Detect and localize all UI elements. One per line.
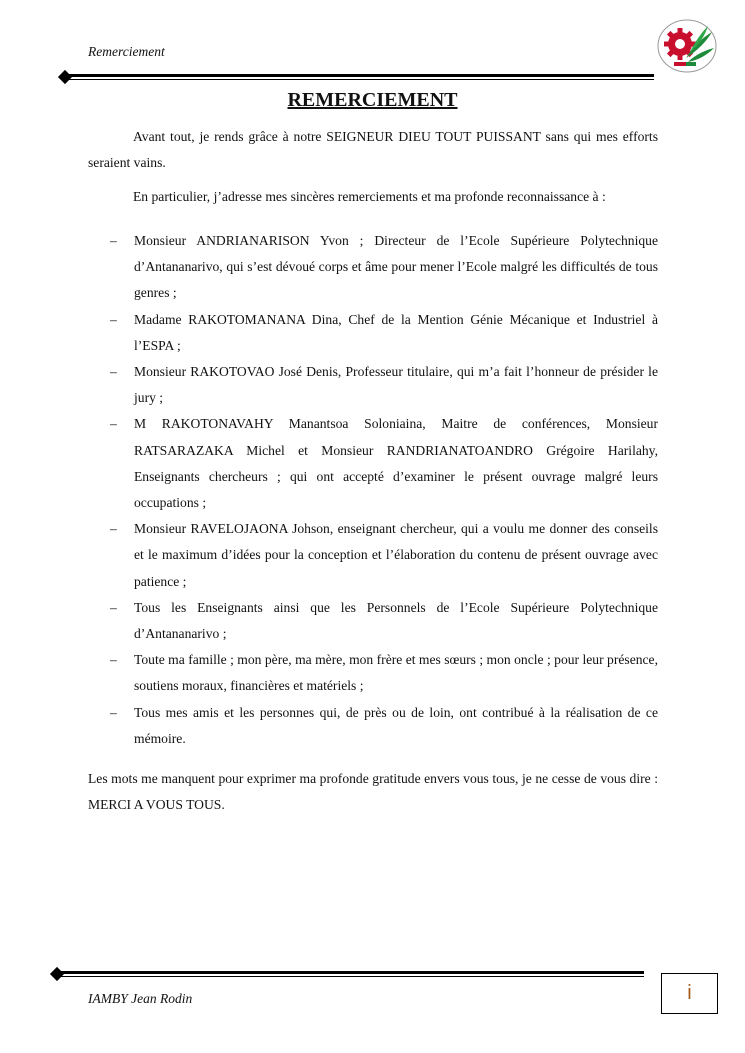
espa-gear-logo-icon <box>656 18 718 74</box>
intro-paragraph: Avant tout, je rends grâce à notre SEIGNEUR DIEU TOUT PUISSANT sans qui mes efforts seraient vains. <box>88 129 658 170</box>
list-item: – Monsieur RAKOTOVAO José Denis, Professeur titulaire, qui m’a fait l’honneur de présider le jury ; <box>110 364 658 406</box>
page-title: REMERCIEMENT <box>287 89 458 111</box>
closing-paragraph: Les mots me manquent pour exprimer ma profonde gratitude envers vous tous, je ne cesse de vous dire : MERCI A VOUS TOUS. <box>88 771 658 812</box>
page-number: i <box>661 973 718 1014</box>
footer-author: IAMBY Jean Rodin <box>88 991 193 1006</box>
intro-paragraph-2: En particulier, j’adresse mes sincères remerciements et ma profonde reconnaissance à : <box>133 189 606 204</box>
list-item: – M RAKOTONAVAHY Manantsoa Soloniaina, Maitre de conférences, Monsieur RATSARAZAKA Michel et Monsieur RANDRIANATOANDRO Grégoire Harilahy, Enseignants chercheurs ; qui ont accepté d’examiner le présent ouvrage malgré leurs occupations ; <box>110 416 658 511</box>
list-item: – Tous les Enseignants ainsi que les Personnels de l’Ecole Supérieure Polytechnique d’Antananarivo ; <box>110 599 658 642</box>
list-item: – Tous mes amis et les personnes qui, de près ou de loin, ont contribué à la réalisation de ce mémoire. <box>110 704 658 746</box>
list-item: – Toute ma famille ; mon père, ma mère, mon frère et mes sœurs ; mon oncle ; pour leur présence, soutiens moraux, financières et matériels ; <box>110 652 658 694</box>
list-item: – Monsieur RAVELOJAONA Johson, enseignant chercheur, qui a voulu me donner des conseils et le maximum d’idées pour la conception et l’élaboration du contenu de présent ouvrage avec patience ; <box>110 521 658 589</box>
header-section-title: Remerciement <box>88 44 165 59</box>
list-item: – Monsieur ANDRIANARISON Yvon ; Directeur de l’Ecole Supérieure Polytechnique d’Antananarivo, qui s’est dévoué corps et âme pour mener l’Ecole malgré les difficultés de tous genres ; <box>110 233 658 301</box>
footer-rule-diamond <box>50 967 64 981</box>
list-item: – Madame RAKOTOMANANA Dina, Chef de la Mention Génie Mécanique et Industriel à l’ESPA ; <box>110 311 658 353</box>
acknowledgement-list <box>88 228 658 752</box>
header-rule-diamond <box>58 70 72 84</box>
